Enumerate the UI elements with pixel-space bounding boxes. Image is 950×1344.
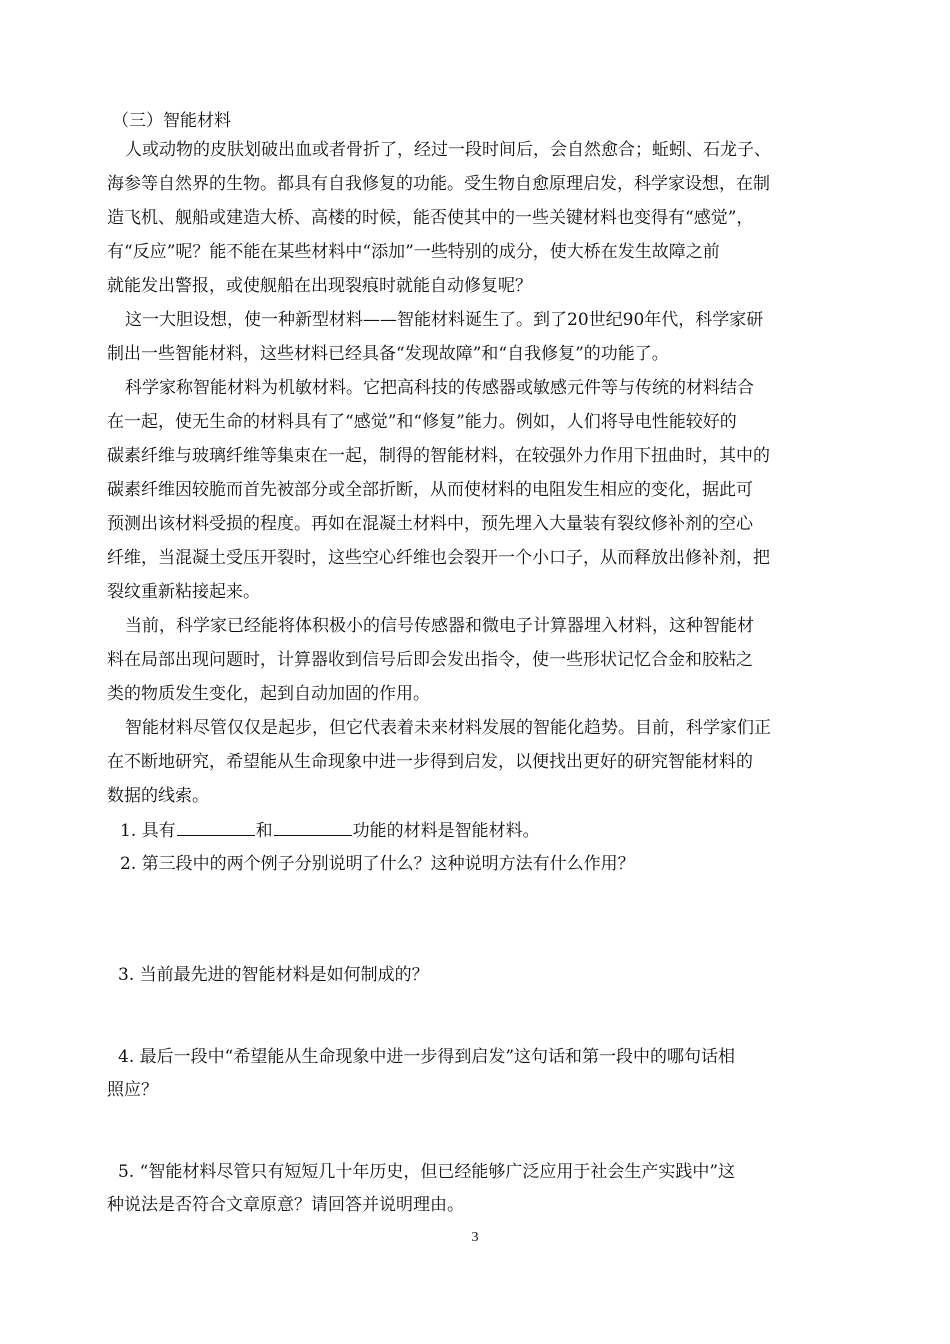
paragraph-line: 这一大胆设想，使一种新型材料——智能材料诞生了。到了20世纪90年代，科学家研 [125,310,764,330]
section-title: （三）智能材料 [112,111,231,131]
paragraph-line: 料在局部出现问题时，计算器收到信号后即会发出指令，使一些形状记忆合金和胶粘之 [107,650,753,670]
paragraph-line: 就能发出警报，或使舰船在出现裂痕时就能自动修复呢？ [107,276,532,296]
question-1-prefix: 1. 具有 [120,821,176,841]
paragraph-line: 海参等自然界的生物。都具有自我修复的功能。受生物自愈原理启发，科学家设想，在制 [107,174,770,194]
paragraph-line: 类的物质发生变化，起到自动加固的作用。 [107,684,430,704]
paragraph-line: 制出一些智能材料，这些材料已经具备“发现故障”和“自我修复”的功能了。 [107,344,669,364]
paragraph-line: 裂纹重新粘接起来。 [107,582,260,602]
paragraph-line: 有“反应”呢？能不能在某些材料中“添加”一些特别的成分，使大桥在发生故障之前 [107,242,720,262]
answer-blank-1[interactable] [177,813,255,836]
paragraph-line: 在一起，使无生命的材料具有了“感觉”和“修复”能力。例如，人们将导电性能较好的 [107,412,737,432]
question-4-line-1: 4. 最后一段中“希望能从生命现象中进一步得到启发”这句话和第一段中的哪句话相 [118,1047,736,1067]
paragraph-line: 科学家称智能材料为机敏材料。它把高科技的传感器或敏感元件等与传统的材料结合 [125,378,754,398]
paragraph-line: 人或动物的皮肤划破出血或者骨折了，经过一段时间后，会自然愈合；蚯蚓、石龙子、 [125,140,771,160]
question-5-line-2: 种说法是否符合文章原意？请回答并说明理由。 [107,1195,464,1215]
question-5-line-1: 5. “智能材料尽管只有短短几十年历史，但已经能够广泛应用于社会生产实践中”这 [118,1162,736,1182]
paragraph-line: 数据的线索。 [107,786,209,806]
paragraph-line: 智能材料尽管仅仅是起步，但它代表着未来材料发展的智能化趋势。目前，科学家们正 [125,718,771,738]
question-1-middle: 和 [255,821,273,841]
question-1 [120,813,860,847]
answer-blank-2[interactable] [274,813,352,836]
question-1-suffix: 功能的材料是智能材料。 [352,821,540,841]
question-3: 3. 当前最先进的智能材料是如何制成的？ [118,965,429,985]
question-4-line-2: 照应？ [107,1080,158,1100]
paragraph-line: 碳素纤维与玻璃纤维等集束在一起，制得的智能材料，在较强外力作用下扭曲时，其中的 [107,446,770,466]
paragraph-line: 在不断地研究，希望能从生命现象中进一步得到启发，以便找出更好的研究智能材料的 [107,752,753,772]
page-number: 3 [471,1230,479,1245]
paragraph-line: 预测出该材料受损的程度。再如在混凝土材料中，预先埋入大量装有裂纹修补剂的空心 [107,514,753,534]
paragraph-line: 纤维，当混凝土受压开裂时，这些空心纤维也会裂开一个小口子，从而释放出修补剂，把 [107,548,770,568]
paragraph-line: 当前，科学家已经能将体积极小的信号传感器和微电子计算器埋入材料，这种智能材 [125,616,754,636]
paragraph-line: 碳素纤维因较脆而首先被部分或全部折断，从而使材料的电阻发生相应的变化，据此可 [107,480,753,500]
paragraph-line: 造飞机、舰船或建造大桥、高楼的时候，能否使其中的一些关键材料也变得有“感觉”， [107,208,754,228]
question-2: 2. 第三段中的两个例子分别说明了什么？这种说明方法有什么作用？ [120,854,635,874]
